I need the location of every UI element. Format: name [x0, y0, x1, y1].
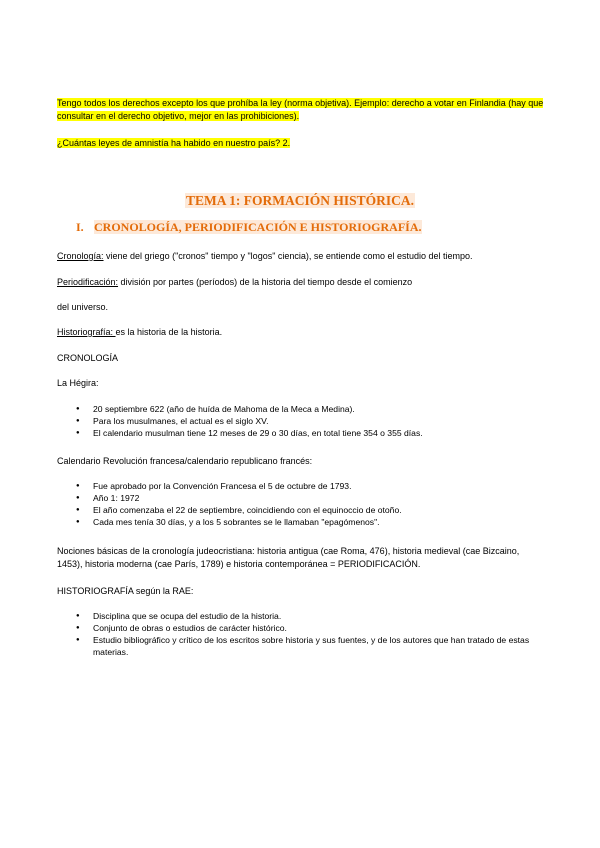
- heading-historiografia: HISTORIOGRAFÍA según la RAE:: [57, 586, 194, 596]
- list-item: ● El año comenzaba el 22 de septiembre, coincidiendo con el equinoccio de otoño.: [76, 504, 546, 516]
- highlight-text-rights: Tengo todos los derechos excepto los que prohíba la ley (norma objetiva). Ejemplo: derecho a votar en Finlandia (hay que consultar en el derecho objetivo, mejor en las prohibiciones).: [57, 98, 544, 121]
- section-heading: [76, 220, 422, 235]
- list-item: ● Para los musulmanes, el actual es el siglo XV.: [76, 415, 546, 427]
- definition-historiografia: [57, 326, 547, 339]
- list-item: ● Estudio bibliográfico y crítico de los escritos sobre historia y sus fuentes, y de los autores que han tratado de estas materias.: [76, 634, 546, 658]
- page-title-text: TEMA 1: FORMACIÓN HISTÓRICA.: [185, 193, 414, 208]
- text-historiografia: es la historia de la historia.: [115, 327, 223, 337]
- definition-cronologia: [57, 250, 547, 263]
- list-item: ● Cada mes tenía 30 días, y a los 5 sobrantes se le llamaban "epagómenos".: [76, 516, 546, 528]
- highlighted-paragraph-amnesty: [57, 137, 547, 150]
- definition-periodificacion: [57, 276, 547, 289]
- list-item: ● Fue aprobado por la Convención Francesa el 5 de octubre de 1793.: [76, 480, 546, 492]
- list-item: ● Año 1: 1972: [76, 492, 546, 504]
- term-periodificacion: Periodificación:: [57, 277, 119, 287]
- highlighted-paragraph-rights: [57, 97, 547, 123]
- section-number: I.: [76, 220, 84, 234]
- label-calendario-revolucion: Calendario Revolución francesa/calendario republicano francés:: [57, 456, 313, 466]
- term-historiografia: Historiografía:: [57, 327, 116, 337]
- heading-cronologia: CRONOLOGÍA: [57, 353, 119, 363]
- list-item: ● 20 septiembre 622 (año de huída de Mahoma de la Meca a Medina).: [76, 403, 546, 415]
- list-item: ● Conjunto de obras o estudios de carácter histórico.: [76, 622, 546, 634]
- label-hegira: La Hégira:: [57, 378, 99, 388]
- hegira-list: [76, 403, 546, 439]
- paragraph-nociones: Nociones básicas de la cronología judeocristiana: historia antigua (cae Roma, 476), historia medieval (cae Bizcaino, 1453), historia moderna (cae París, 1789) e historia contemporánea = PERIODIFICACIÓN.: [57, 546, 520, 569]
- historiografia-list: [76, 610, 546, 658]
- text-periodificacion: división por partes (períodos) de la historia del tiempo desde el comienzo: [118, 277, 413, 287]
- list-item: ● Disciplina que se ocupa del estudio de la historia.: [76, 610, 546, 622]
- calendario-list: [76, 480, 546, 528]
- term-cronologia: Cronología:: [57, 251, 104, 261]
- page-title: [0, 193, 600, 209]
- highlight-text-amnesty: ¿Cuántas leyes de amnistía ha habido en nuestro país? 2.: [57, 138, 291, 148]
- text-cronologia: viene del griego ("cronos" tiempo y "logos" ciencia), se entiende como el estudio del tiempo.: [103, 251, 473, 261]
- section-title: CRONOLOGÍA, PERIODIFICACIÓN E HISTORIOGRAFÍA.: [94, 220, 422, 234]
- definition-periodificacion-continued: del universo.: [57, 302, 109, 312]
- list-item: ● El calendario musulman tiene 12 meses de 29 o 30 días, en total tiene 354 o 355 días.: [76, 427, 546, 439]
